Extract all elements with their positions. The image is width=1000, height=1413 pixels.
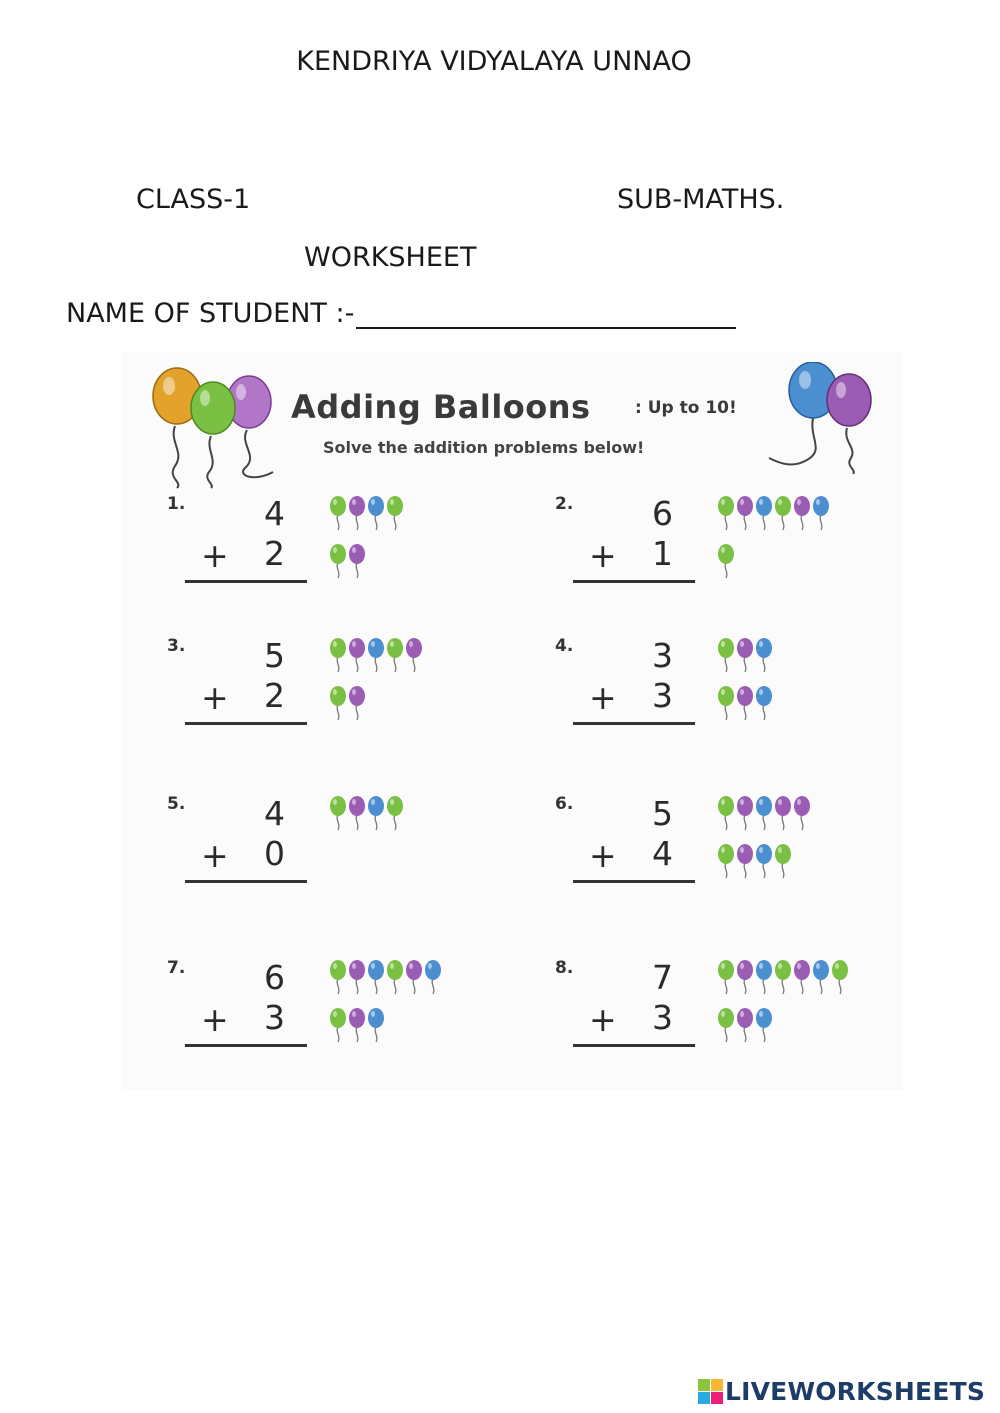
plus-sign: + xyxy=(201,836,229,875)
worksheet-label: WORKSHEET xyxy=(304,242,477,273)
plus-sign: + xyxy=(589,678,617,717)
plus-sign: + xyxy=(589,536,617,575)
liveworksheets-logo-icon xyxy=(698,1379,724,1405)
blue-balloon-icon xyxy=(756,638,772,672)
top-addend: 4 xyxy=(264,494,285,533)
balloon-group xyxy=(329,638,428,674)
top-balloon-row xyxy=(717,496,835,537)
balloon-group xyxy=(717,1008,778,1044)
problem xyxy=(167,958,497,1058)
green-balloon-icon xyxy=(330,496,346,530)
green-balloon-icon xyxy=(330,1008,346,1042)
top-addend: 5 xyxy=(264,636,285,675)
blue-balloon-icon xyxy=(368,796,384,830)
purple-balloon-icon xyxy=(349,544,365,578)
purple-balloon-icon xyxy=(737,1008,753,1042)
purple-balloon-icon xyxy=(737,638,753,672)
purple-balloon-icon xyxy=(794,796,810,830)
balloon-group xyxy=(329,544,371,580)
balloon-group xyxy=(717,638,778,674)
top-balloon-row xyxy=(329,638,428,679)
green-balloon-icon xyxy=(387,638,403,672)
problem-number: 8. xyxy=(555,958,574,978)
green-balloon-icon xyxy=(718,844,734,878)
green-balloon-icon xyxy=(718,686,734,720)
bottom-addend: 0 xyxy=(264,834,285,873)
plus-sign: + xyxy=(589,836,617,875)
plus-sign: + xyxy=(589,1000,617,1039)
bottom-balloon-row xyxy=(717,686,778,727)
green-balloon-icon xyxy=(775,844,791,878)
blue-balloon-icon xyxy=(368,496,384,530)
bottom-addend: 2 xyxy=(264,534,285,573)
green-balloon-icon xyxy=(718,496,734,530)
green-balloon-icon xyxy=(718,638,734,672)
bottom-addend: 2 xyxy=(264,676,285,715)
liveworksheets-brand xyxy=(698,1377,985,1406)
purple-balloon-icon xyxy=(737,496,753,530)
blue-balloon-icon xyxy=(756,686,772,720)
top-addend: 7 xyxy=(652,958,673,997)
bottom-balloon-row xyxy=(329,544,371,585)
problem xyxy=(555,494,885,594)
worksheet-title: Adding Balloons xyxy=(291,388,591,426)
balloon-group xyxy=(717,960,854,996)
bottom-balloon-row xyxy=(717,844,797,885)
balloon-group xyxy=(329,686,371,722)
top-balloon-row xyxy=(329,496,409,537)
bottom-addend: 1 xyxy=(652,534,673,573)
purple-balloon-icon xyxy=(775,796,791,830)
plus-sign: + xyxy=(201,536,229,575)
problem xyxy=(555,636,885,736)
green-balloon-icon xyxy=(775,496,791,530)
purple-balloon-icon xyxy=(737,796,753,830)
balloon-group xyxy=(717,496,835,532)
top-addend: 6 xyxy=(264,958,285,997)
problem xyxy=(555,794,885,894)
answer-line[interactable] xyxy=(573,1044,695,1047)
bottom-addend: 3 xyxy=(264,998,285,1037)
balloon-group xyxy=(329,796,409,832)
blue-balloon-icon xyxy=(756,1008,772,1042)
problem xyxy=(167,494,497,594)
purple-balloon-icon xyxy=(737,686,753,720)
green-balloon-icon xyxy=(832,960,848,994)
plus-sign: + xyxy=(201,678,229,717)
bottom-balloon-row xyxy=(329,844,333,885)
green-balloon-icon xyxy=(330,796,346,830)
bottom-addend: 3 xyxy=(652,676,673,715)
blue-balloon-icon xyxy=(425,960,441,994)
top-balloon-row xyxy=(329,960,447,1001)
blue-balloon-icon xyxy=(756,496,772,530)
purple-balloon-icon xyxy=(349,796,365,830)
problem-number: 6. xyxy=(555,794,574,814)
problem-number: 5. xyxy=(167,794,186,814)
purple-balloon-icon xyxy=(737,844,753,878)
balloon-group xyxy=(329,496,409,532)
problem xyxy=(167,794,497,894)
worksheet-image xyxy=(123,352,903,1090)
top-addend: 3 xyxy=(652,636,673,675)
student-name-blank[interactable] xyxy=(356,297,736,329)
green-balloon-icon xyxy=(718,1008,734,1042)
purple-balloon-icon xyxy=(794,496,810,530)
purple-balloon-icon xyxy=(406,638,422,672)
problem-number: 1. xyxy=(167,494,186,514)
worksheet-instruction: Solve the addition problems below! xyxy=(323,438,645,457)
answer-line[interactable] xyxy=(185,722,307,725)
purple-balloon-icon xyxy=(737,960,753,994)
blue-balloon-icon xyxy=(368,960,384,994)
problem xyxy=(167,636,497,736)
purple-balloon-icon xyxy=(349,638,365,672)
problem-number: 3. xyxy=(167,636,186,656)
blue-balloon-icon xyxy=(813,496,829,530)
top-balloon-row xyxy=(329,796,409,837)
bottom-addend: 3 xyxy=(652,998,673,1037)
problem-number: 7. xyxy=(167,958,186,978)
answer-line[interactable] xyxy=(185,880,307,883)
problem-number: 2. xyxy=(555,494,574,514)
purple-balloon-icon xyxy=(794,960,810,994)
balloon-group xyxy=(329,1008,390,1044)
balloon-group xyxy=(329,960,447,996)
green-balloon-icon xyxy=(330,544,346,578)
purple-balloon-icon xyxy=(406,960,422,994)
worksheet-subtitle: : Up to 10! xyxy=(635,398,737,418)
blue-balloon-icon xyxy=(368,1008,384,1042)
green-balloon-icon xyxy=(718,544,734,578)
green-balloon-icon xyxy=(330,960,346,994)
top-addend: 5 xyxy=(652,794,673,833)
student-name-label: NAME OF STUDENT :- xyxy=(66,298,355,329)
balloon-group xyxy=(329,844,333,880)
bottom-balloon-row xyxy=(329,1008,390,1049)
school-name: KENDRIYA VIDYALAYA UNNAO xyxy=(296,46,692,77)
subject-label: SUB-MATHS. xyxy=(617,184,785,215)
purple-balloon-icon xyxy=(349,496,365,530)
purple-balloon-icon xyxy=(349,1008,365,1042)
green-balloon-icon xyxy=(387,960,403,994)
answer-line[interactable] xyxy=(573,580,695,583)
blue-balloon-icon xyxy=(756,960,772,994)
answer-line[interactable] xyxy=(573,880,695,883)
top-addend: 4 xyxy=(264,794,285,833)
green-balloon-icon xyxy=(330,686,346,720)
purple-balloon-icon xyxy=(349,960,365,994)
blue-balloon-icon xyxy=(368,638,384,672)
balloon-cluster-right-icon xyxy=(763,362,881,474)
green-balloon-icon xyxy=(718,960,734,994)
green-balloon-icon xyxy=(387,496,403,530)
balloon-group xyxy=(717,844,797,880)
balloon-group xyxy=(717,686,778,722)
answer-line[interactable] xyxy=(185,580,307,583)
bottom-balloon-row xyxy=(329,686,371,727)
top-balloon-row xyxy=(717,796,816,837)
plus-sign: + xyxy=(201,1000,229,1039)
top-addend: 6 xyxy=(652,494,673,533)
problem xyxy=(555,958,885,1058)
liveworksheets-wordmark: LIVEWORKSHEETS xyxy=(725,1377,986,1406)
bottom-balloon-row xyxy=(717,1008,778,1049)
bottom-addend: 4 xyxy=(652,834,673,873)
top-balloon-row xyxy=(717,638,778,679)
purple-balloon-icon xyxy=(349,686,365,720)
balloon-cluster-left-icon xyxy=(147,364,307,490)
student-name-row xyxy=(66,297,736,329)
bottom-balloon-row xyxy=(717,544,740,585)
balloon-group xyxy=(717,544,740,580)
answer-line[interactable] xyxy=(185,1044,307,1047)
green-balloon-icon xyxy=(718,796,734,830)
problem-number: 4. xyxy=(555,636,574,656)
green-balloon-icon xyxy=(387,796,403,830)
balloon-group xyxy=(717,796,816,832)
blue-balloon-icon xyxy=(813,960,829,994)
green-balloon-icon xyxy=(330,638,346,672)
top-balloon-row xyxy=(717,960,854,1001)
blue-balloon-icon xyxy=(756,796,772,830)
class-label: CLASS-1 xyxy=(136,184,251,215)
blue-balloon-icon xyxy=(756,844,772,878)
answer-line[interactable] xyxy=(573,722,695,725)
green-balloon-icon xyxy=(775,960,791,994)
